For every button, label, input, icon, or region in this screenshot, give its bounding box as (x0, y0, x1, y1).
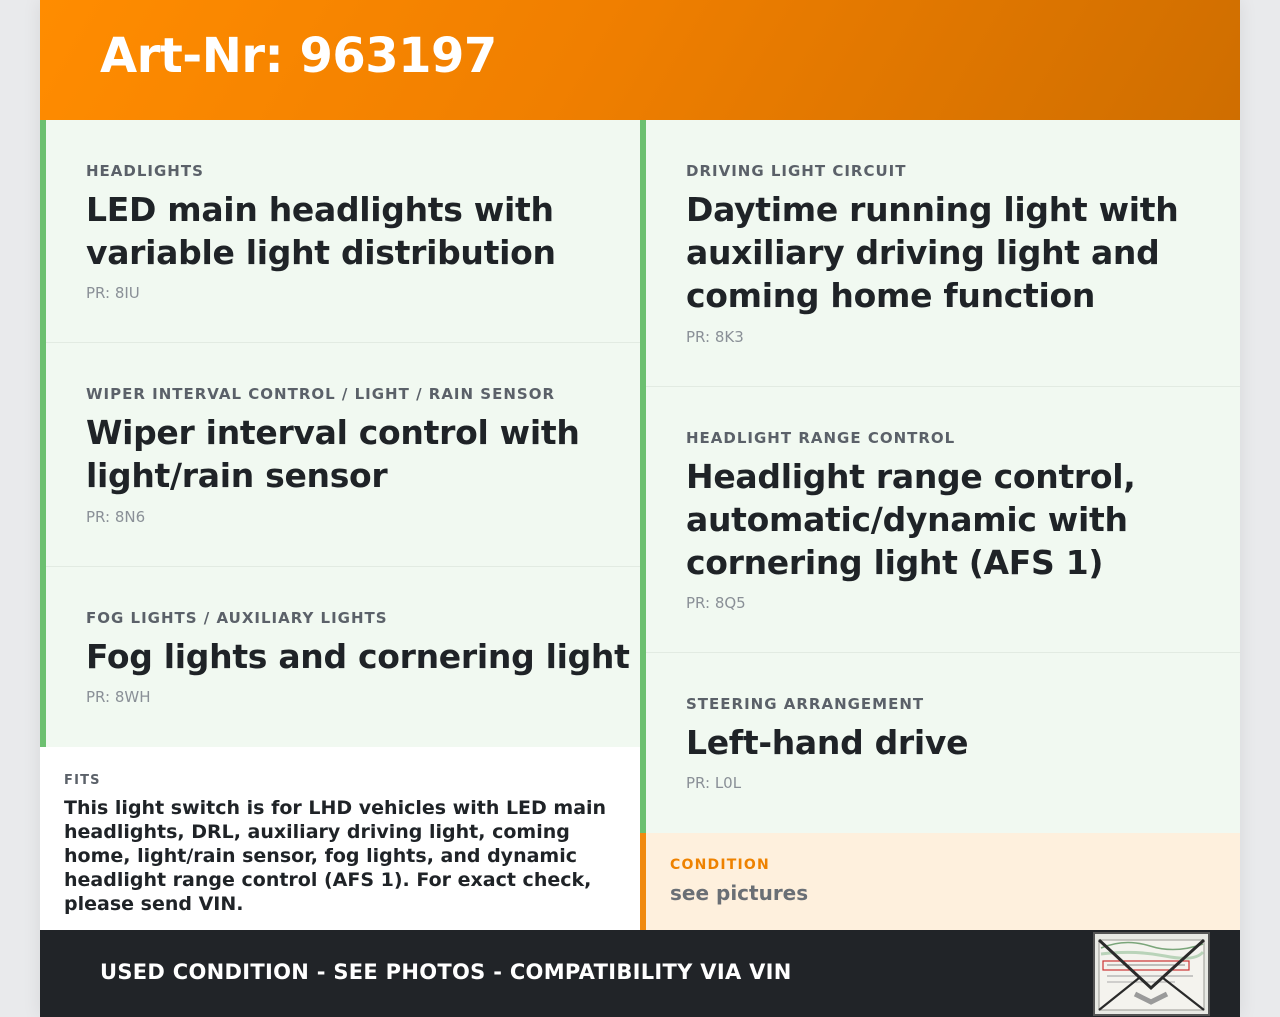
feature-card-wiper (40, 343, 640, 567)
footer-bar (40, 930, 1240, 1017)
condition-value: see pictures (670, 881, 809, 905)
feature-card-steering (640, 653, 1240, 833)
feature-label: DRIVING LIGHT CIRCUIT (686, 162, 907, 180)
feature-label: STEERING ARRANGEMENT (686, 695, 925, 713)
product-sheet (40, 0, 1240, 1017)
footer-notice: USED CONDITION - SEE PHOTOS - COMPATIBILITY VIA VIN (100, 960, 792, 984)
feature-title: Headlight range control, automatic/dynamic with cornering light (AFS 1) (686, 457, 1136, 582)
feature-card-fog-lights (40, 567, 640, 747)
feature-pr-code: PR: 8WH (86, 688, 151, 706)
feature-title: Fog lights and cornering light (86, 637, 630, 676)
feature-card-headlight-range (640, 387, 1240, 653)
feature-title: Daytime running light with auxiliary driving light and coming home function (686, 190, 1179, 315)
feature-pr-code: PR: 8IU (86, 284, 140, 302)
feature-label: WIPER INTERVAL CONTROL / LIGHT / RAIN SENSOR (86, 385, 555, 403)
fits-description: This light switch is for LHD vehicles with LED main headlights, DRL, auxiliary driving light, coming home, light/rain sensor, fog lights, and dynamic headlight range control (AFS 1). For exact check, please send VIN. (64, 797, 607, 915)
fits-label: FITS (64, 773, 101, 788)
feature-title: Wiper interval control with light/rain sensor (86, 413, 580, 495)
feature-label: FOG LIGHTS / AUXILIARY LIGHTS (86, 609, 388, 627)
feature-title: Left-hand drive (686, 723, 969, 762)
feature-pr-code: PR: 8Q5 (686, 594, 746, 612)
feature-label: HEADLIGHT RANGE CONTROL (686, 429, 956, 447)
feature-card-driving-light (640, 120, 1240, 387)
vehicle-label-thumbnail[interactable] (1093, 932, 1210, 1016)
feature-card-headlights (40, 120, 640, 343)
feature-pr-code: PR: 8N6 (86, 508, 146, 526)
header-banner (40, 0, 1240, 120)
feature-pr-code: PR: 8K3 (686, 328, 744, 346)
fits-section (40, 747, 640, 930)
feature-label: HEADLIGHTS (86, 162, 204, 180)
vehicle-label-photo-icon (1095, 934, 1208, 1014)
condition-section (640, 833, 1240, 930)
article-number-title: Art-Nr: 963197 (100, 28, 497, 84)
condition-label: CONDITION (670, 857, 770, 873)
feature-title: LED main headlights with variable light distribution (86, 190, 556, 272)
feature-pr-code: PR: L0L (686, 774, 742, 792)
